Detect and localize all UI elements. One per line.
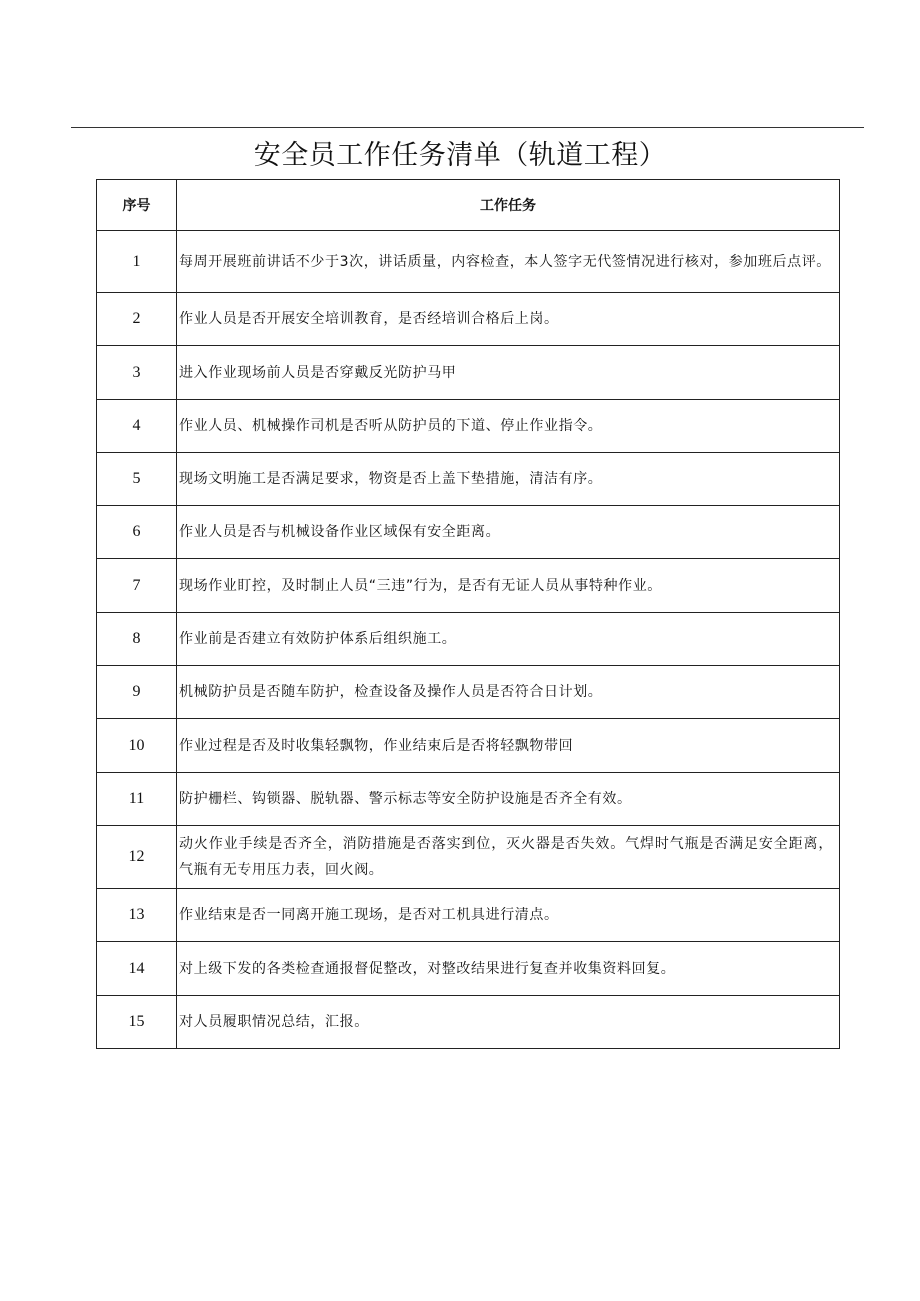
row-task: 对上级下发的各类检查通报督促整改，对整改结果进行复查并收集资料回复。: [177, 942, 840, 996]
table-row: [97, 719, 840, 773]
table-row: [97, 826, 840, 889]
table-row: [97, 613, 840, 666]
row-task: 对人员履职情况总结，汇报。: [177, 996, 840, 1049]
row-task: 作业过程是否及时收集轻飘物，作业结束后是否将轻飘物带回: [177, 719, 840, 773]
row-index: 12: [97, 826, 177, 889]
column-header-index: 序号: [97, 180, 177, 231]
row-index: 9: [97, 666, 177, 719]
row-task: 作业人员、机械操作司机是否听从防护员的下道、停止作业指令。: [177, 400, 840, 453]
table-row: [97, 559, 840, 613]
table-row: [97, 996, 840, 1049]
row-task: 现场文明施工是否满足要求，物资是否上盖下垫措施，清洁有序。: [177, 453, 840, 506]
row-index: 8: [97, 613, 177, 666]
row-task: 进入作业现场前人员是否穿戴反光防护马甲: [177, 346, 840, 400]
row-index: 2: [97, 293, 177, 346]
table-row: [97, 346, 840, 400]
row-task: 现场作业盯控，及时制止人员“三违”行为，是否有无证人员从事特种作业。: [177, 559, 840, 613]
row-index: 10: [97, 719, 177, 773]
row-task: 机械防护员是否随车防护，检查设备及操作人员是否符合日计划。: [177, 666, 840, 719]
table-row: [97, 889, 840, 942]
table-row: [97, 942, 840, 996]
row-task: 每周开展班前讲话不少于3次，讲话质量，内容检查，本人签字无代签情况进行核对，参加班后点评。: [177, 231, 840, 293]
row-index: 3: [97, 346, 177, 400]
table-row: [97, 400, 840, 453]
row-task: 防护栅栏、钩锁器、脱轨器、警示标志等安全防护设施是否齐全有效。: [177, 773, 840, 826]
table-row: [97, 506, 840, 559]
column-header-task: 工作任务: [177, 180, 840, 231]
task-table: [96, 179, 840, 1049]
table-header-row: [97, 180, 840, 231]
row-task: 动火作业手续是否齐全，消防措施是否落实到位，灭火器是否失效。气焊时气瓶是否满足安全距离，气瓶有无专用压力表，回火阀。: [177, 826, 840, 889]
row-index: 15: [97, 996, 177, 1049]
row-index: 13: [97, 889, 177, 942]
row-task: 作业前是否建立有效防护体系后组织施工。: [177, 613, 840, 666]
row-index: 1: [97, 231, 177, 293]
row-task: 作业人员是否与机械设备作业区域保有安全距离。: [177, 506, 840, 559]
table-row: [97, 293, 840, 346]
table-row: [97, 453, 840, 506]
row-index: 6: [97, 506, 177, 559]
row-index: 14: [97, 942, 177, 996]
row-index: 5: [97, 453, 177, 506]
table-row: [97, 666, 840, 719]
table-row: [97, 773, 840, 826]
row-index: 4: [97, 400, 177, 453]
row-index: 7: [97, 559, 177, 613]
row-task: 作业结束是否一同离开施工现场，是否对工机具进行清点。: [177, 889, 840, 942]
table-row: [97, 231, 840, 293]
top-divider: [71, 127, 864, 128]
row-index: 11: [97, 773, 177, 826]
row-task: 作业人员是否开展安全培训教育，是否经培训合格后上岗。: [177, 293, 840, 346]
page-title: 安全员工作任务清单（轨道工程）: [253, 140, 667, 171]
